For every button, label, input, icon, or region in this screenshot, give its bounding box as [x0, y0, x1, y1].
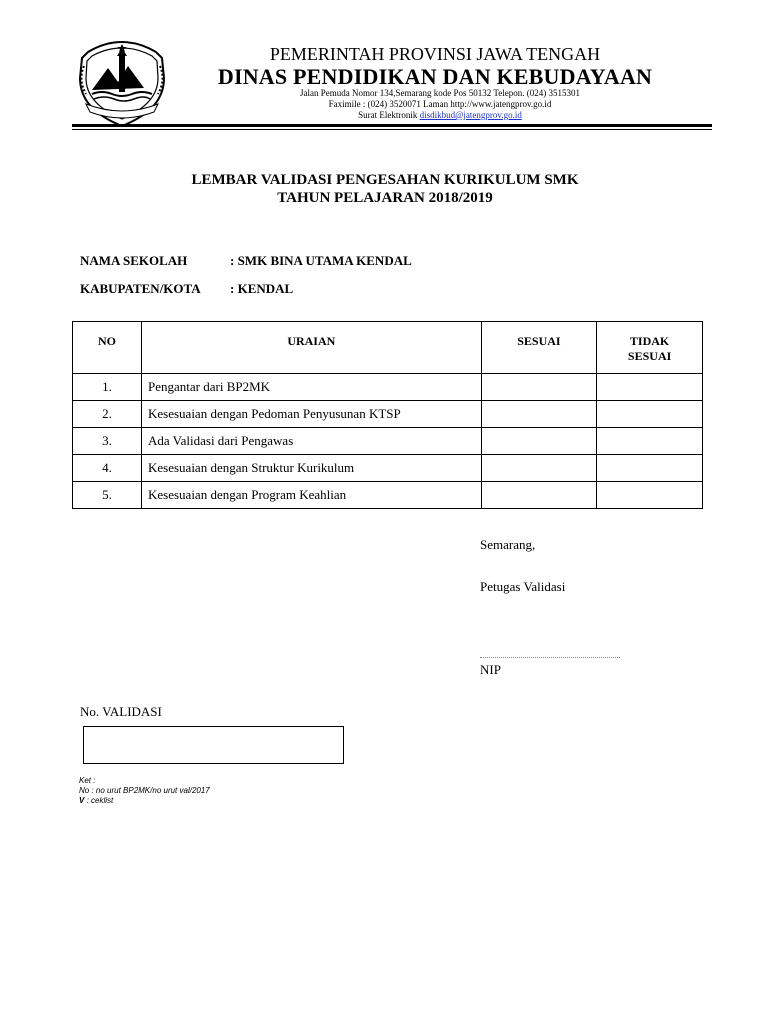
sesuai-checkbox-cell[interactable]	[481, 455, 597, 482]
tidak-sesuai-checkbox-cell[interactable]	[597, 401, 703, 428]
tidak-sesuai-checkbox-cell[interactable]	[597, 428, 703, 455]
col-header-tidak-sesuai	[597, 322, 703, 374]
validation-number-label: No. VALIDASI	[80, 704, 162, 719]
row-number: 2.	[73, 401, 142, 428]
notes-checkmark	[79, 796, 113, 806]
col-header-uraian: URAIAN	[142, 322, 482, 374]
school-name-value: : SMK BINA UTAMA KENDAL	[230, 253, 412, 268]
row-description: Kesesuaian dengan Pedoman Penyusunan KTSP	[142, 401, 482, 428]
table-header-row	[73, 322, 703, 374]
signature-line	[480, 657, 620, 658]
document-title: LEMBAR VALIDASI PENGESAHAN KURIKULUM SMK	[191, 172, 579, 188]
nip-label: NIP	[480, 662, 501, 677]
header-fax: Faximile : (024) 3520071 Laman http://www.jatengprov.go.id	[328, 99, 552, 109]
header-address: Jalan Pemuda Nomor 134,Semarang kode Pos 50132 Telepon. (024) 3515301	[300, 88, 580, 98]
tidak-sesuai-checkbox-cell[interactable]	[597, 455, 703, 482]
col-header-tidak: TIDAK	[629, 334, 670, 348]
col-header-no: NO	[73, 322, 142, 374]
row-description: Pengantar dari BP2MK	[142, 374, 482, 401]
row-number: 3.	[73, 428, 142, 455]
tidak-sesuai-checkbox-cell[interactable]	[597, 482, 703, 509]
letterhead-divider-thin	[72, 129, 712, 130]
notes-v-label: V	[79, 796, 85, 805]
city-label: KABUPATEN/KOTA	[80, 281, 201, 296]
header-agency-name: DINAS PENDIDIKAN DAN KEBUDAYAAN	[217, 64, 653, 89]
validation-table	[72, 321, 703, 509]
row-description: Kesesuaian dengan Struktur Kurikulum	[142, 455, 482, 482]
row-description: Ada Validasi dari Pengawas	[142, 428, 482, 455]
sesuai-checkbox-cell[interactable]	[481, 374, 597, 401]
col-header-sesuai: SESUAI	[481, 322, 597, 374]
header-email-line	[175, 110, 705, 121]
validation-number-box[interactable]	[83, 726, 344, 764]
table-row	[73, 428, 703, 455]
table-row	[73, 455, 703, 482]
school-name-label: NAMA SEKOLAH	[80, 253, 188, 268]
row-number: 5.	[73, 482, 142, 509]
row-number: 4.	[73, 455, 142, 482]
table-row	[73, 482, 703, 509]
col-header-sesuai-2: SESUAI	[627, 349, 672, 363]
city-value: : KENDAL	[230, 281, 294, 296]
row-number: 1.	[73, 374, 142, 401]
letterhead-divider-thick	[72, 124, 712, 127]
tidak-sesuai-checkbox-cell[interactable]	[597, 374, 703, 401]
notes-number-format: No : no urut BP2MK/no urut val/2017	[79, 786, 210, 795]
table-row	[73, 401, 703, 428]
notes-heading: Ket :	[79, 776, 96, 785]
email-label: Surat Elektronik	[358, 110, 418, 120]
notes-v-text: : ceklist	[84, 796, 114, 805]
sesuai-checkbox-cell[interactable]	[481, 428, 597, 455]
provincial-seal-logo	[72, 38, 172, 130]
sesuai-checkbox-cell[interactable]	[481, 401, 597, 428]
header-government-name: PEMERINTAH PROVINSI JAWA TENGAH	[269, 44, 601, 64]
document-subtitle: TAHUN PELAJARAN 2018/2019	[277, 190, 493, 206]
signature-role: Petugas Validasi	[480, 579, 566, 594]
row-description: Kesesuaian dengan Program Keahlian	[142, 482, 482, 509]
email-link[interactable]: disdikbud@jatengprov.go.id	[419, 110, 522, 120]
table-row	[73, 374, 703, 401]
signature-place: Semarang,	[480, 537, 536, 552]
sesuai-checkbox-cell[interactable]	[481, 482, 597, 509]
